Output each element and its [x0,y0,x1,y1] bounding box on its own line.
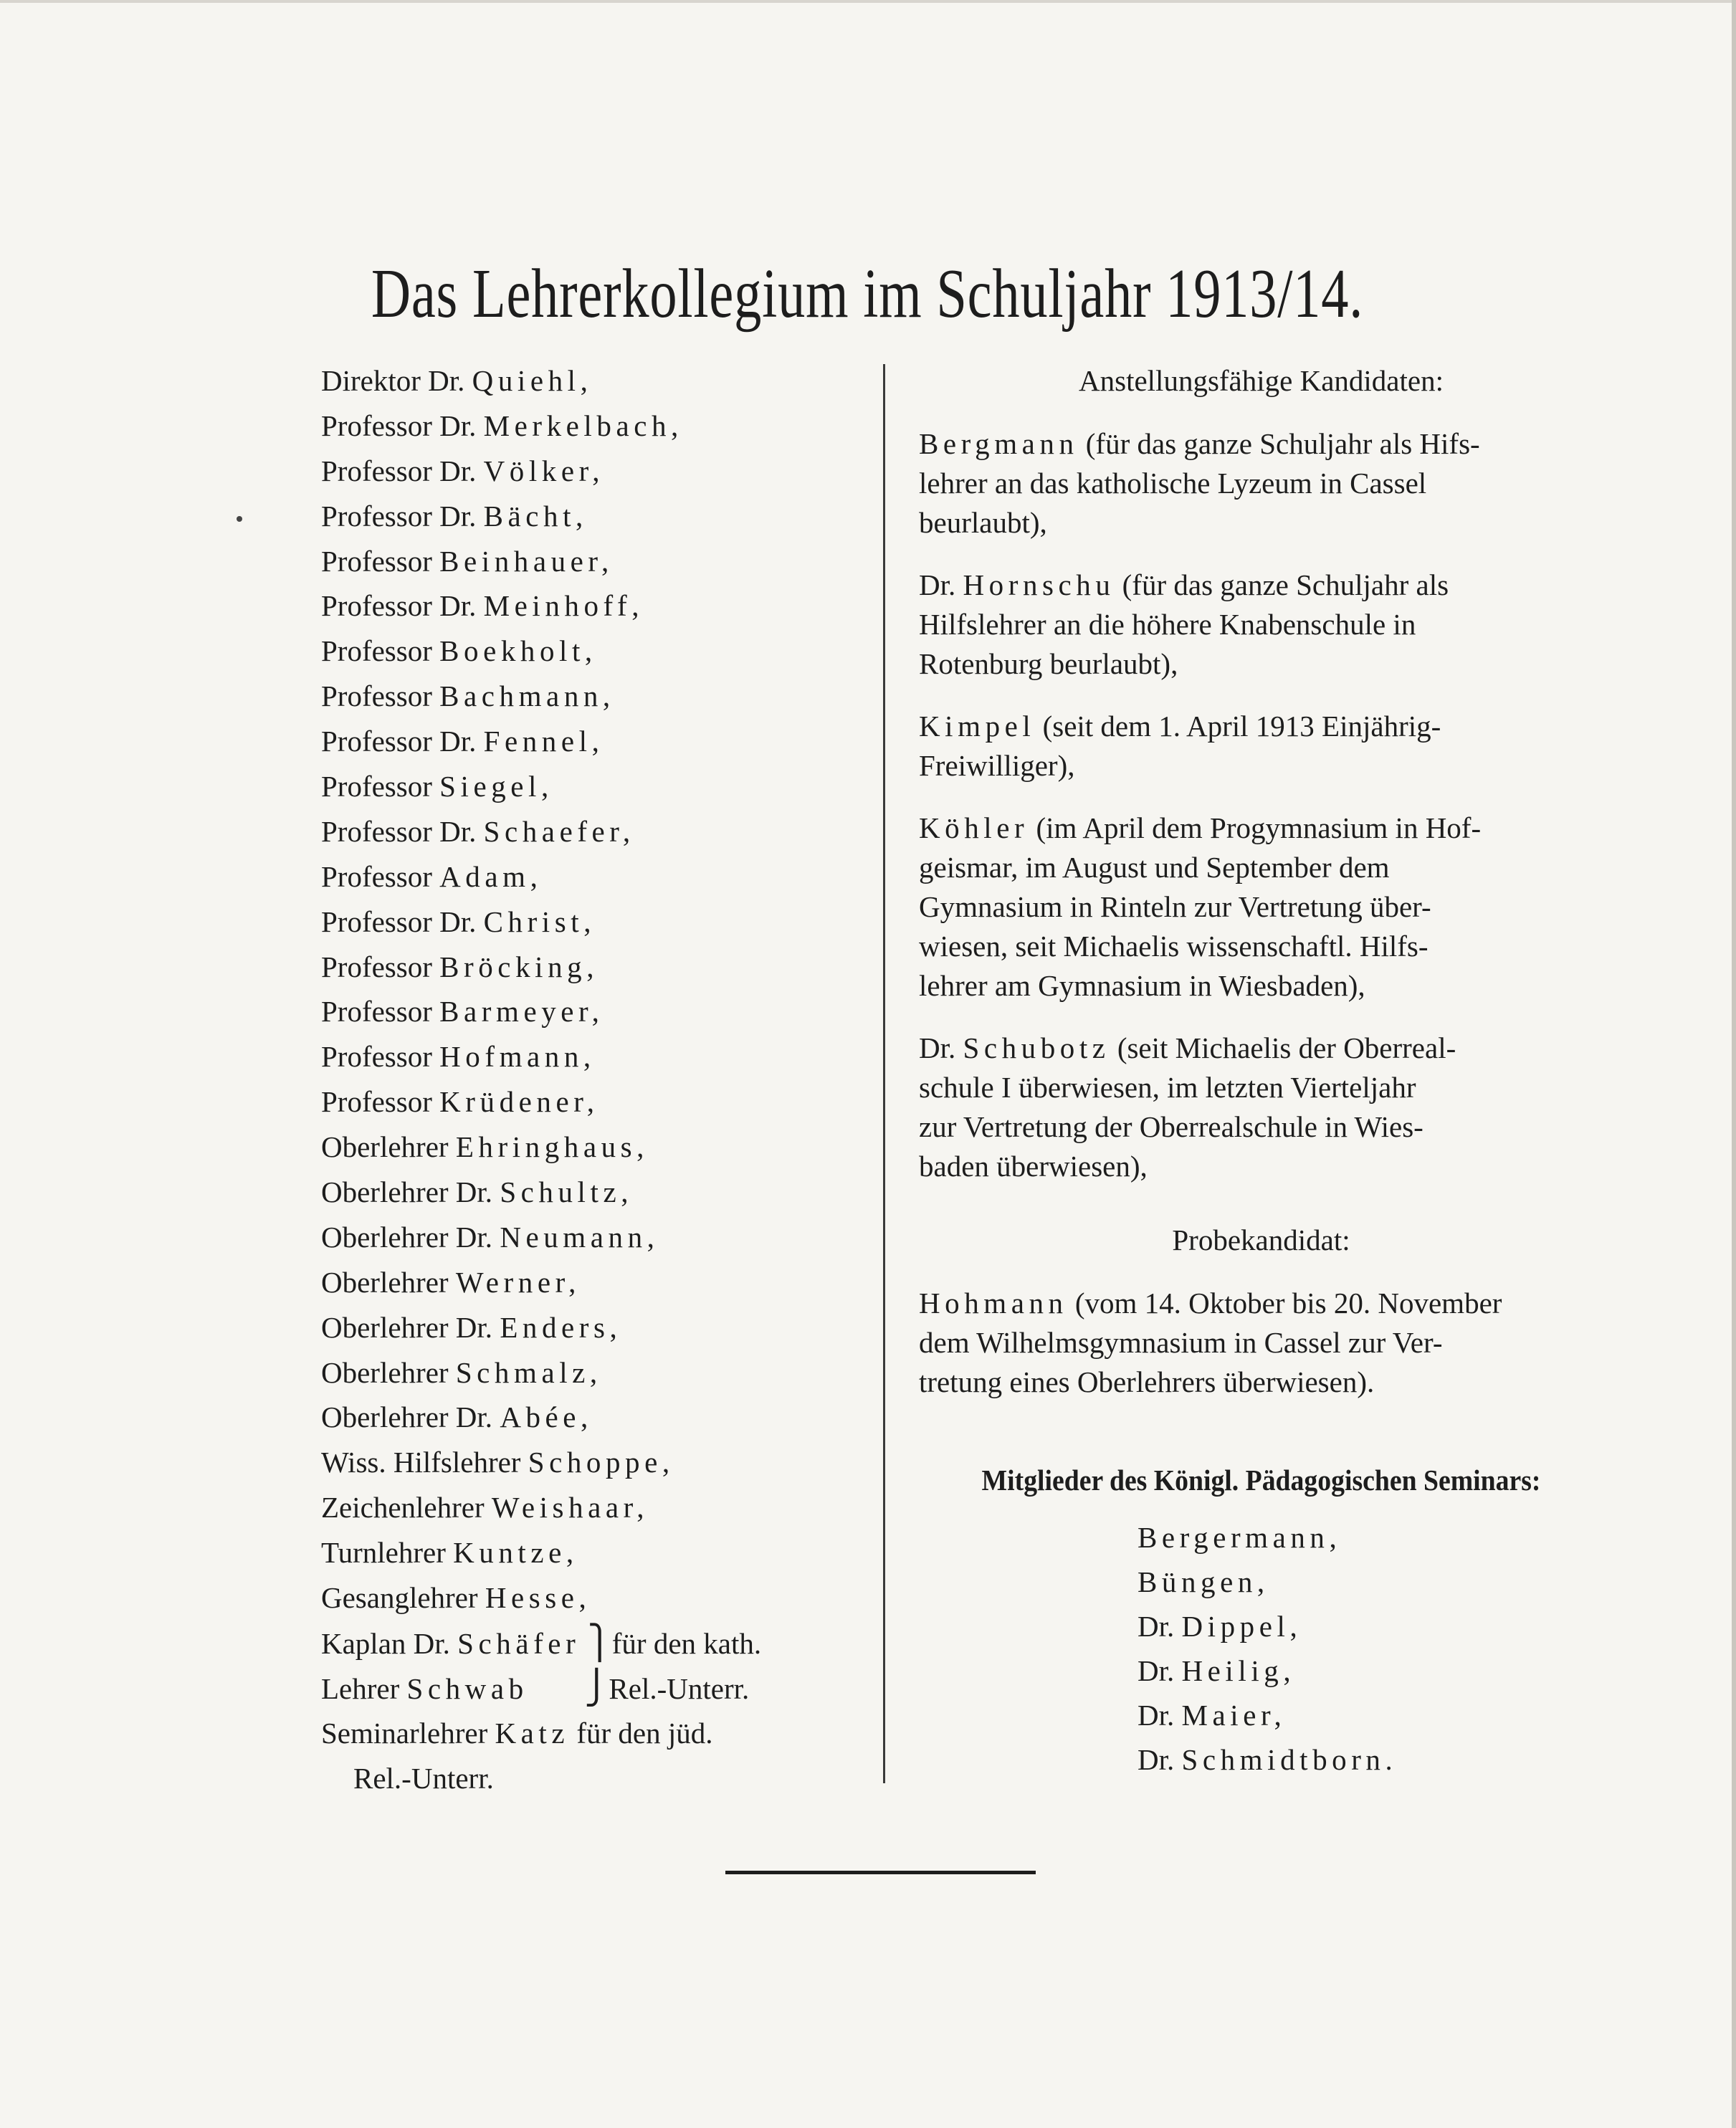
candidate-name: Hohmann [919,1287,1068,1320]
seminar-heading: Mitglieder des Königl. Pädagogischen Seminars: [981,1464,1541,1497]
staff-role: Wiss. Hilfslehrer [321,1446,521,1479]
staff-line [321,494,866,539]
staff-name: Quiehl, [472,364,593,397]
entry-line [919,927,1603,966]
entry-line [919,1323,1603,1363]
member-prefix: Dr. [1138,1610,1175,1643]
staff-role: Professor Dr. [321,499,477,533]
candidate-name: Kimpel [919,710,1036,743]
candidate-entry [919,1029,1603,1186]
staff-list [321,358,866,1801]
candidates-list [919,424,1603,1186]
staff-role: Zeichenlehrer [321,1491,485,1525]
staff-name: Krüdener, [439,1085,599,1119]
staff-name: Weishaar, [491,1491,649,1525]
entry-text: lehrer an das katholische Lyzeum in Cassel [919,467,1427,500]
candidate-name: Hornschu [963,568,1115,601]
staff-line [321,1395,866,1440]
entry-text: geismar, im August und September dem [919,851,1390,884]
staff-role: Professor Dr. [321,814,477,848]
staff-role: Oberlehrer Dr. [321,1401,493,1434]
staff-name: Enders, [500,1310,622,1344]
entry-line [919,566,1603,605]
staff-name: Adam, [439,859,543,893]
entry-text: (vom 14. Oktober bis 20. November [1074,1287,1502,1320]
seminar-member [1138,1649,1603,1693]
staff-line [321,449,866,494]
candidate-prefix: Dr. [919,1031,956,1064]
entry-text: (seit Michaelis der Oberreal- [1117,1031,1456,1064]
entry-line [919,848,1603,887]
candidate-entry [919,424,1603,543]
staff-role: Gesanglehrer [321,1581,478,1615]
staff-line [321,1485,866,1530]
entry-text: baden überwiesen), [919,1150,1148,1183]
entry-text: (seit dem 1. April 1913 Einjährig- [1042,710,1441,743]
staff-role: Professor [321,950,432,983]
staff-line [321,809,866,854]
entry-line [919,1029,1603,1068]
staff-role: Professor [321,770,432,803]
member-name: Bergermann, [1138,1521,1342,1554]
staff-line [321,583,866,629]
staff-role: Oberlehrer [321,1355,449,1389]
entry-line [919,887,1603,927]
staff-line [321,629,866,674]
entry-text: (für das ganze Schuljahr als Hifs- [1085,427,1480,460]
staff-line-kath-2 [321,1666,866,1711]
rel-note: für den jüd. [576,1716,713,1750]
staff-name: Christ, [483,905,596,938]
member-name: Maier, [1181,1699,1287,1732]
staff-role: Oberlehrer [321,1130,449,1164]
member-name: Schmidtborn. [1181,1743,1398,1776]
member-name: Heilig, [1181,1654,1296,1687]
entry-text: beurlaubt), [919,506,1047,539]
entry-line [919,1147,1603,1186]
staff-name: Schoppe, [528,1446,674,1479]
staff-role: Professor Dr. [321,589,477,623]
staff-line [321,1440,866,1485]
entry-line [919,464,1603,503]
staff-line [321,764,866,809]
staff-name: Siegel, [439,770,553,803]
staff-role: Professor [321,544,432,578]
staff-name: Schultz, [500,1175,634,1209]
staff-name: Hofmann, [439,1040,596,1074]
staff-line [321,1125,866,1170]
seminar-member [1138,1737,1603,1782]
probe-entry [919,1284,1603,1402]
staff-line [321,854,866,900]
candidates-column [919,358,1603,1782]
entry-line [919,1284,1603,1323]
seminar-member [1138,1515,1603,1560]
staff-role: Oberlehrer Dr. [321,1310,493,1344]
entry-text: wiesen, seit Michaelis wissenschaftl. Hilfs- [919,930,1429,963]
staff-role: Professor [321,1040,432,1074]
staff-line-kath-1 [321,1621,866,1666]
candidate-entry [919,808,1603,1006]
entry-text: Gymnasium in Rinteln zur Vertretung über- [919,890,1431,923]
page-edge [1732,0,1736,2128]
entry-line [919,503,1603,543]
candidates-heading: Anstellungsfähige Kandidaten: [1079,364,1444,397]
entry-line [919,424,1603,464]
entry-line [919,808,1603,848]
staff-name: Barmeyer, [439,995,604,1029]
staff-line [321,1350,866,1395]
candidate-entry [919,707,1603,786]
staff-name: Hesse, [485,1581,591,1615]
staff-line [321,900,866,945]
staff-lines [321,358,866,1621]
entry-text: lehrer am Gymnasium in Wiesbaden), [919,969,1365,1002]
seminar-member [1138,1693,1603,1737]
staff-line [321,1575,866,1621]
closing-rule [725,1871,1036,1874]
staff-line [321,404,866,449]
entry-line [919,746,1603,786]
entry-text: tretung eines Oberlehrers überwiesen). [919,1365,1375,1398]
staff-role: Lehrer [321,1671,400,1705]
member-prefix: Dr. [1138,1699,1175,1732]
staff-name: Katz [495,1716,570,1750]
staff-role: Oberlehrer [321,1265,449,1299]
staff-role: Seminarlehrer [321,1716,488,1750]
staff-role: Professor [321,995,432,1029]
staff-name: Abée, [500,1401,593,1434]
brace-top: ⎫ [587,1623,613,1661]
ink-speck [237,516,242,522]
staff-line-jued [321,1711,866,1756]
staff-line-jued-cont [321,1756,866,1801]
entry-text: (für das ganze Schuljahr als [1122,568,1449,601]
staff-role: Kaplan Dr. [321,1626,450,1660]
staff-name: Beinhauer, [439,544,614,578]
staff-role: Oberlehrer Dr. [321,1175,493,1209]
staff-role: Professor [321,679,432,713]
entry-line [919,605,1603,644]
candidate-entry [919,566,1603,684]
entry-line [919,707,1603,746]
candidate-prefix: Dr. [919,568,956,601]
probe-heading: Probekandidat: [1172,1223,1350,1256]
staff-role: Professor Dr. [321,454,477,487]
staff-role: Professor Dr. [321,725,477,758]
staff-name: Schwab [406,1671,528,1705]
member-prefix: Dr. [1138,1654,1175,1687]
staff-line [321,1530,866,1575]
brace-bottom: ⎭ [584,1669,609,1706]
candidate-name: Schubotz [963,1031,1110,1064]
entry-text: Hilfslehrer an die höhere Knabenschule in [919,608,1416,641]
staff-role: Oberlehrer Dr. [321,1220,493,1254]
entry-text: zur Vertretung der Oberrealschule in Wies- [919,1110,1423,1143]
staff-name: Kuntze, [453,1536,578,1570]
staff-line [321,1215,866,1260]
rel-note: für den kath. [611,1626,762,1660]
staff-name: Meinhoff, [483,589,644,623]
seminar-member [1138,1560,1603,1604]
entry-text: Freiwilliger), [919,749,1075,782]
staff-line [321,989,866,1034]
staff-role: Professor [321,634,432,668]
staff-line [321,719,866,764]
entry-text: Rotenburg beurlaubt), [919,647,1178,680]
staff-name: Schäfer [457,1626,581,1660]
staff-name: Ehringhaus, [455,1130,649,1164]
staff-line [321,1079,866,1125]
staff-name: Boekholt, [439,634,597,668]
page-title: Das Lehrerkollegium im Schuljahr 1913/14. [371,255,1364,333]
entry-text: schule I überwiesen, im letzten Vierteljahr [919,1071,1416,1104]
staff-name: Schmalz, [455,1355,602,1389]
staff-role: Professor [321,1085,432,1119]
entry-line [919,1107,1603,1147]
member-name: Dippel, [1181,1610,1302,1643]
staff-role: Professor Dr. [321,905,477,938]
column-divider [883,364,885,1783]
seminar-members [919,1515,1603,1782]
entry-line [919,1068,1603,1107]
staff-role: Professor [321,859,432,893]
entry-text: (im April dem Progymnasium in Hof- [1036,811,1482,844]
staff-line [321,1305,866,1350]
staff-name: Bächt, [483,499,588,533]
staff-name: Bachmann, [439,679,615,713]
staff-name: Merkelbach, [483,409,683,442]
entry-text: dem Wilhelmsgymnasium in Cassel zur Ver- [919,1326,1443,1359]
staff-role: Turnlehrer [321,1536,446,1570]
rel-note: Rel.-Unterr. [609,1671,750,1705]
staff-line [321,539,866,584]
rel-note: Rel.-Unterr. [353,1761,494,1795]
staff-role: Professor Dr. [321,409,477,442]
staff-line [321,1034,866,1079]
staff-line [321,674,866,719]
seminar-member [1138,1604,1603,1649]
staff-name: Fennel, [483,725,604,758]
member-name: Büngen, [1138,1565,1269,1598]
staff-line [321,358,866,404]
entry-line [919,644,1603,684]
candidate-name: Köhler [919,811,1029,844]
member-prefix: Dr. [1138,1743,1175,1776]
page-edge [0,0,1736,3]
candidate-name: Bergmann [919,427,1079,460]
entry-line [919,966,1603,1006]
candidate-entry [919,1284,1603,1402]
entry-line [919,1363,1603,1402]
staff-name: Bröcking, [439,950,599,983]
staff-role: Direktor Dr. [321,364,465,397]
staff-name: Völker, [483,454,605,487]
staff-name: Neumann, [500,1220,659,1254]
staff-name: Werner, [455,1265,581,1299]
staff-name: Schaefer, [483,814,635,848]
staff-line [321,1260,866,1305]
staff-line [321,945,866,990]
staff-line [321,1170,866,1215]
